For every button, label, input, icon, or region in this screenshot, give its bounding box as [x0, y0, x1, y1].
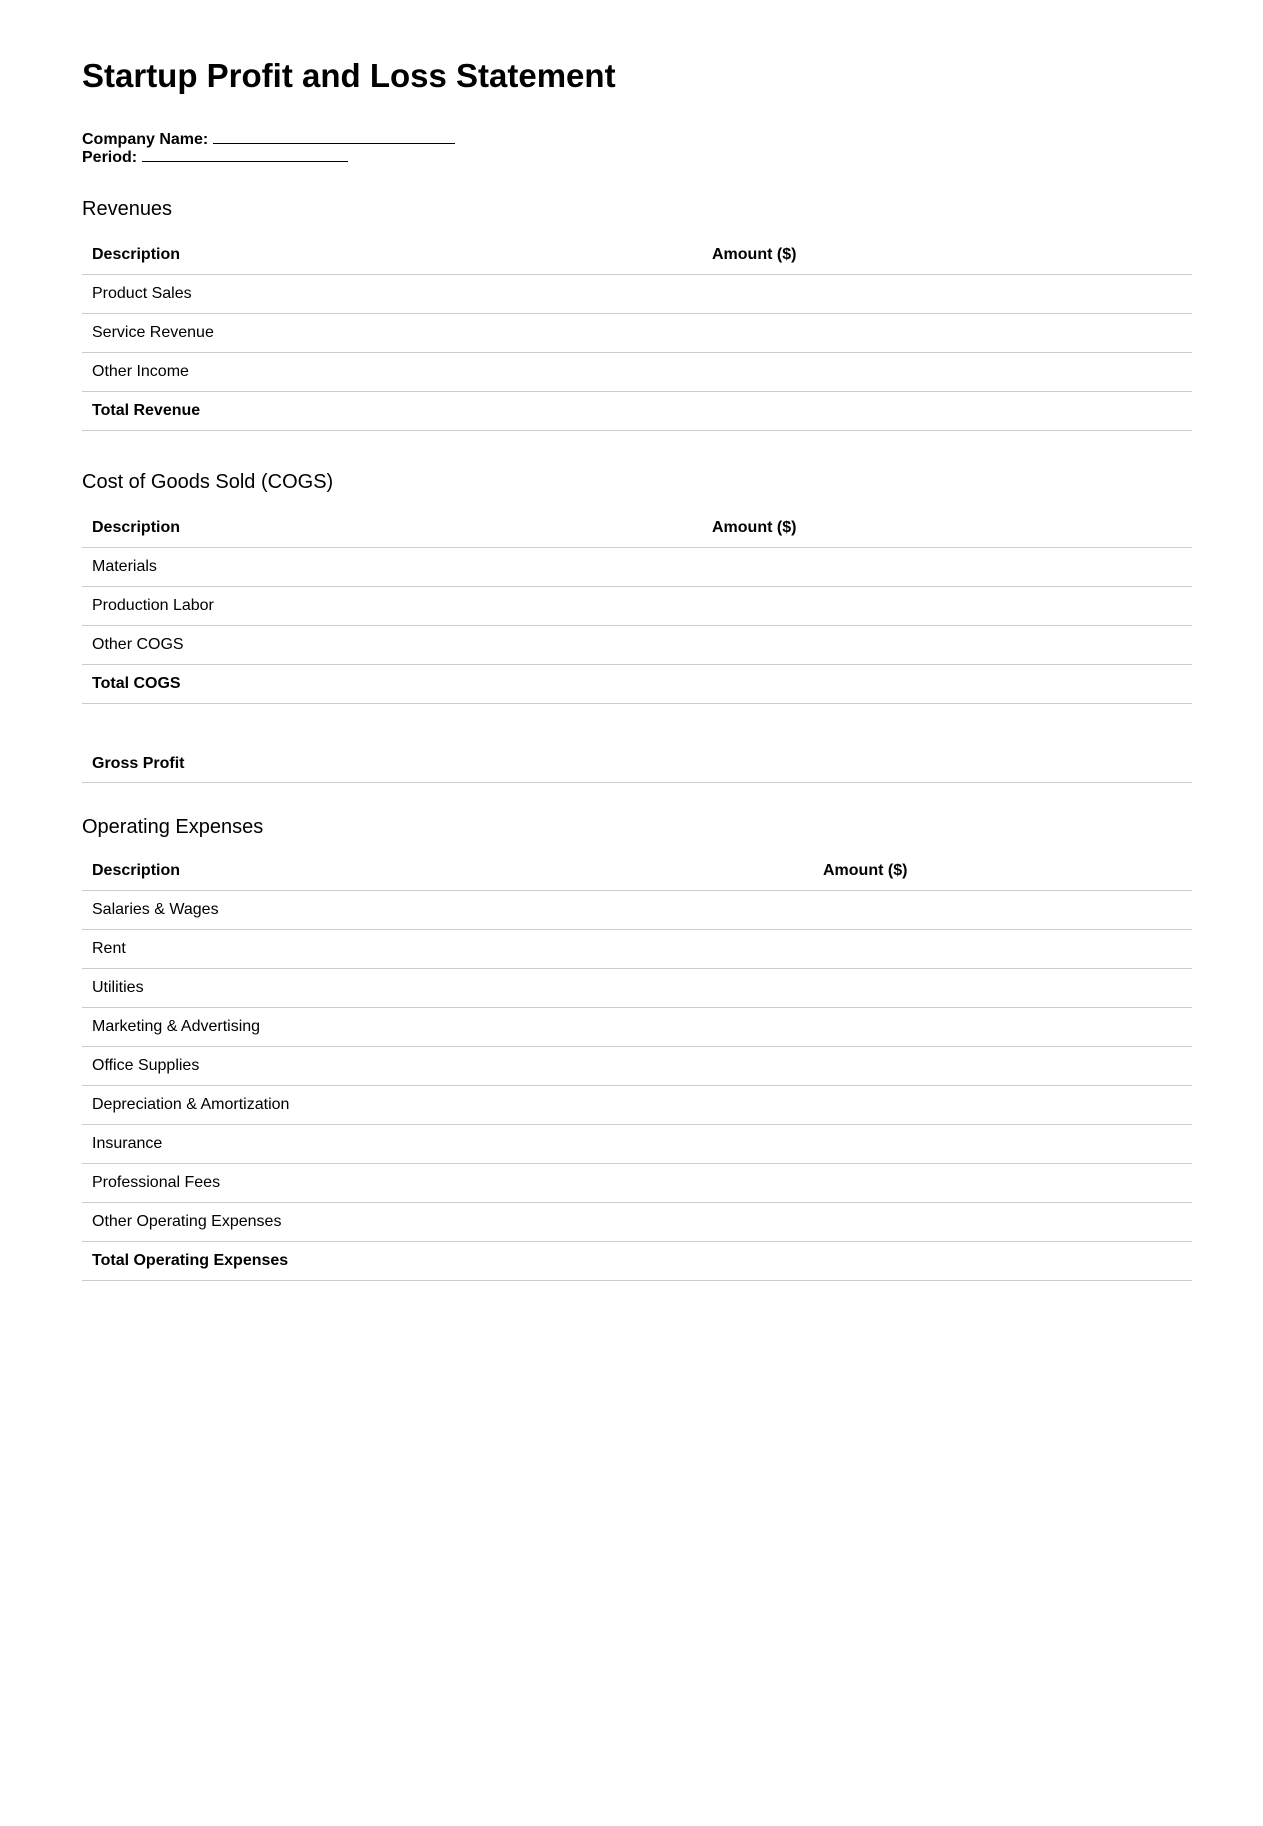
- row-description: Salaries & Wages: [82, 891, 813, 930]
- table-row: [82, 930, 1192, 969]
- cogs-table: [82, 509, 1192, 704]
- total-revenue-label: Total Revenue: [82, 392, 702, 431]
- period-line: [82, 147, 455, 165]
- row-amount-cell[interactable]: [702, 548, 1192, 587]
- table-row: [82, 1047, 1192, 1086]
- row-description: Rent: [82, 930, 813, 969]
- row-description: Depreciation & Amortization: [82, 1086, 813, 1125]
- row-description: Marketing & Advertising: [82, 1008, 813, 1047]
- row-amount-cell[interactable]: [702, 353, 1192, 392]
- table-row: [82, 314, 1192, 353]
- company-name-blank[interactable]: [213, 129, 455, 144]
- amount-header: Amount ($): [702, 236, 1192, 275]
- total-cogs-amount-cell[interactable]: [702, 665, 1192, 704]
- table-row: [82, 1086, 1192, 1125]
- table-row: [82, 1203, 1192, 1242]
- total-cogs-row: [82, 665, 1192, 704]
- row-amount-cell[interactable]: [702, 275, 1192, 314]
- gross-profit-label: Gross Profit: [92, 755, 185, 772]
- operating-expenses-section-title: Operating Expenses: [82, 816, 264, 838]
- table-row: [82, 587, 1192, 626]
- amount-header: Amount ($): [702, 509, 1192, 548]
- description-header: Description: [82, 852, 813, 891]
- row-amount-cell[interactable]: [813, 891, 1192, 930]
- table-row: [82, 275, 1192, 314]
- row-amount-cell[interactable]: [813, 1164, 1192, 1203]
- table-row: [82, 1008, 1192, 1047]
- amount-header: Amount ($): [813, 852, 1192, 891]
- row-amount-cell[interactable]: [813, 969, 1192, 1008]
- operating-expenses-table: [82, 852, 1192, 1281]
- row-description: Product Sales: [82, 275, 702, 314]
- gross-profit-row: [82, 745, 1192, 783]
- row-description: Office Supplies: [82, 1047, 813, 1086]
- row-amount-cell[interactable]: [813, 1008, 1192, 1047]
- row-amount-cell[interactable]: [813, 1125, 1192, 1164]
- row-amount-cell[interactable]: [813, 1086, 1192, 1125]
- row-description: Insurance: [82, 1125, 813, 1164]
- row-amount-cell[interactable]: [702, 587, 1192, 626]
- table-row: [82, 353, 1192, 392]
- table-header-row: [82, 509, 1192, 548]
- row-amount-cell[interactable]: [813, 1203, 1192, 1242]
- table-row: [82, 548, 1192, 587]
- description-header: Description: [82, 236, 702, 275]
- row-description: Other Income: [82, 353, 702, 392]
- row-description: Professional Fees: [82, 1164, 813, 1203]
- company-name-line: [82, 129, 455, 147]
- table-row: [82, 969, 1192, 1008]
- document-meta: [82, 129, 455, 165]
- row-amount-cell[interactable]: [702, 314, 1192, 353]
- table-row: [82, 1125, 1192, 1164]
- period-blank[interactable]: [142, 147, 348, 162]
- table-header-row: [82, 852, 1192, 891]
- total-revenue-amount-cell[interactable]: [702, 392, 1192, 431]
- row-amount-cell[interactable]: [702, 626, 1192, 665]
- revenues-section-title: Revenues: [82, 198, 173, 220]
- page-title: Startup Profit and Loss Statement: [82, 57, 616, 94]
- table-header-row: [82, 236, 1192, 275]
- row-description: Service Revenue: [82, 314, 702, 353]
- row-description: Other Operating Expenses: [82, 1203, 813, 1242]
- period-label: Period:: [82, 149, 138, 166]
- revenues-table: [82, 236, 1192, 431]
- row-amount-cell[interactable]: [813, 1047, 1192, 1086]
- total-operating-expenses-label: Total Operating Expenses: [82, 1242, 813, 1281]
- company-name-label: Company Name:: [82, 131, 209, 148]
- total-revenue-row: [82, 392, 1192, 431]
- table-row: [82, 891, 1192, 930]
- table-row: [82, 626, 1192, 665]
- row-description: Utilities: [82, 969, 813, 1008]
- row-amount-cell[interactable]: [813, 930, 1192, 969]
- row-description: Production Labor: [82, 587, 702, 626]
- total-operating-expenses-row: [82, 1242, 1192, 1281]
- table-row: [82, 1164, 1192, 1203]
- cogs-section-title: Cost of Goods Sold (COGS): [82, 471, 334, 493]
- row-description: Other COGS: [82, 626, 702, 665]
- row-description: Materials: [82, 548, 702, 587]
- description-header: Description: [82, 509, 702, 548]
- total-operating-expenses-amount-cell[interactable]: [813, 1242, 1192, 1281]
- total-cogs-label: Total COGS: [82, 665, 702, 704]
